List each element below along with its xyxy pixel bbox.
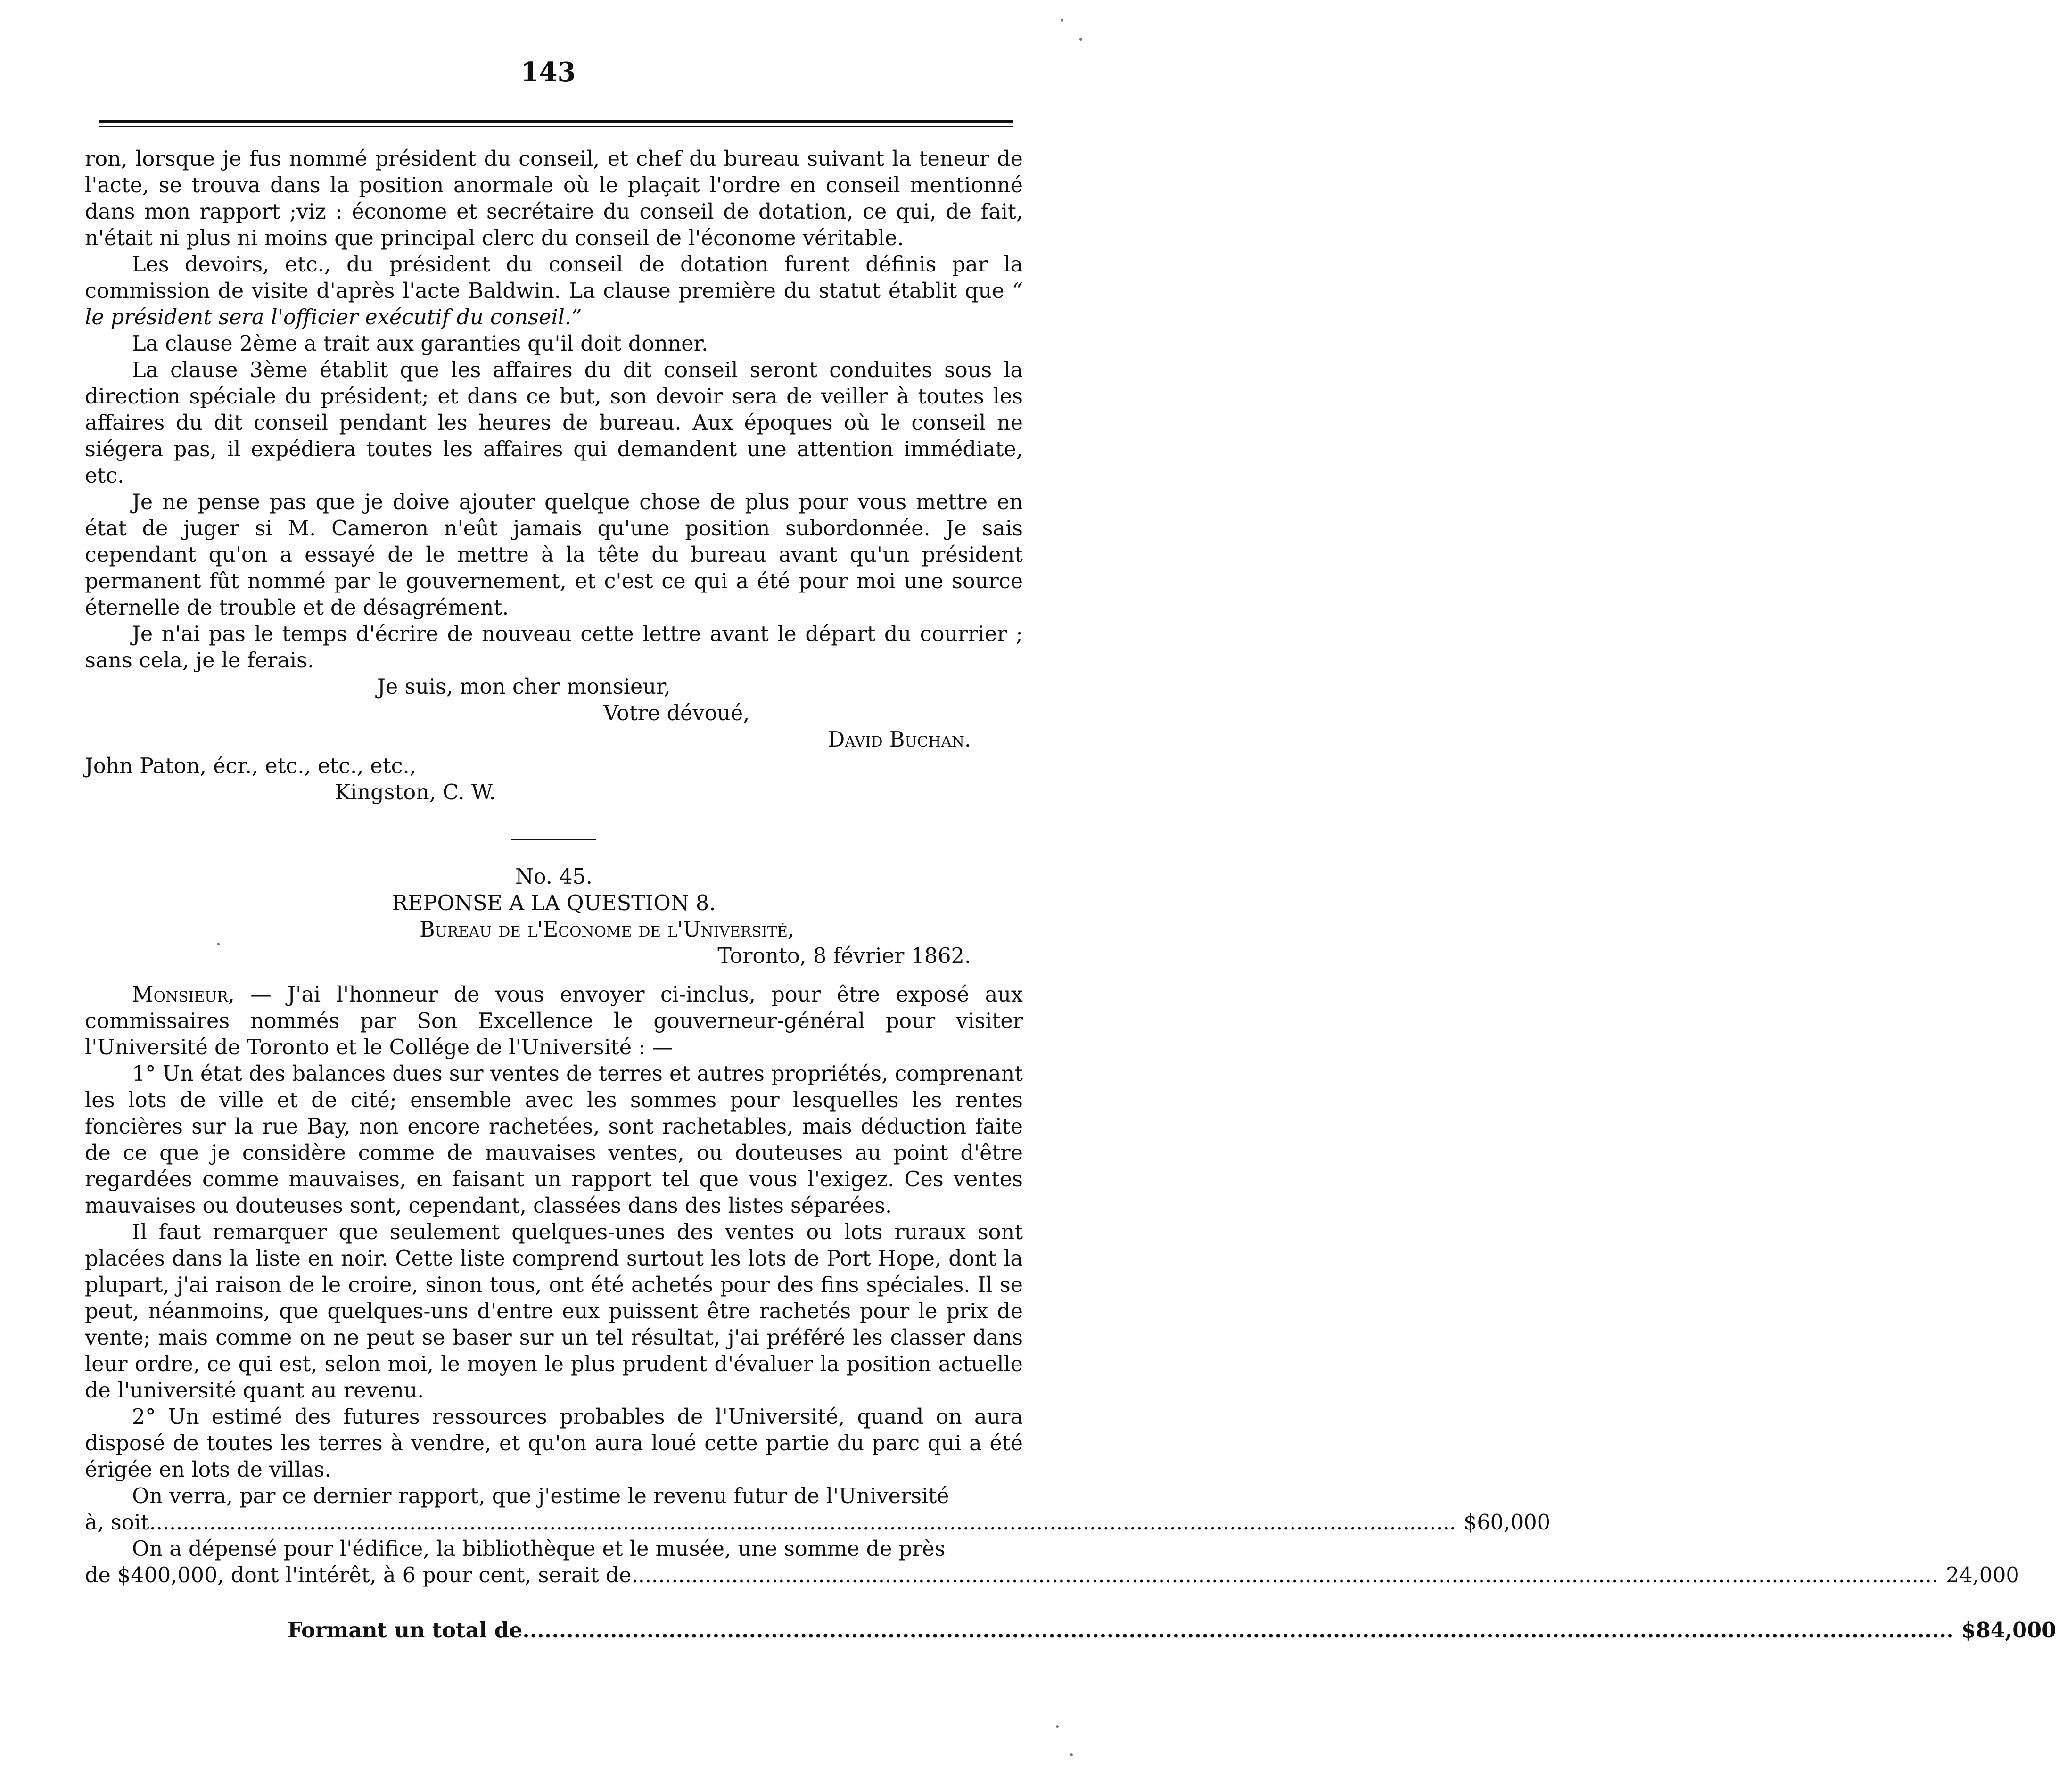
expense-amount: 24,000 — [1946, 1563, 2019, 1587]
section-paragraph-3: Il faut remarquer que seulement quelques-unes des ventes ou lots ruraux sont placées dans la liste en noir. Cette liste comprend surtout les lots de Port Hope, dont la plupart, j'ai raison de le croire, sinon tous, ont été achetés pour des fins spéciales. Il se peut, néanmoins, que quelques-uns d'entre eux puissent être rachetés pour le prix de vente; mais comme on ne peut se baser sur un tel résultat, j'ai préféré les classer dans leur ordre, ce qui est, selon moi, le moyen le plus prudent d'évaluer la position actuelle de l'université quant au revenu. — [85, 1220, 1023, 1403]
revenue-row-text: à, soit — [85, 1511, 149, 1535]
section-separator — [511, 839, 596, 840]
scan-speck — [1070, 1753, 1073, 1756]
revenue-row — [85, 1510, 1551, 1536]
section-number: No. 45. — [515, 865, 593, 889]
letter-address-city: Kingston, C. W. — [335, 781, 496, 805]
header-rule-thick — [99, 120, 1013, 123]
salutation: Monsieur, — [132, 983, 235, 1007]
total-row — [85, 1617, 2057, 1644]
scan-speck — [1061, 19, 1063, 22]
section-paragraph-1 — [85, 982, 1023, 1061]
section-title: REPONSE A LA QUESTION 8. — [392, 891, 716, 915]
leader-dots: .................................................................................................................................................................................................... — [522, 1618, 1954, 1643]
scan-speck — [1079, 38, 1082, 41]
revenue-line-1: On verra, par ce dernier rapport, que j'estime le revenu futur de l'Université — [132, 1484, 949, 1508]
letter-paragraph-1: ron, lorsque je fus nommé président du conseil, et chef du bureau suivant la teneur de l'acte, se trouva dans la position anormale où le plaçait l'ordre en conseil mentionné dans mon rapport ;viz : économe et secrétaire du conseil de dotation, ce qui, de fait, n'était ni plus ni moins que principal clerc du conseil de l'économe véritable. — [85, 147, 1023, 250]
expense-row — [85, 1562, 2019, 1589]
header-rule-thin — [99, 126, 1013, 127]
section-paragraph-4: 2° Un estimé des futures ressources probables de l'Université, quand on aura disposé de toutes les terres à vendre, et qu'on aura loué cette partie du parc qui a été érigée en lots de villas. — [85, 1405, 1023, 1482]
section-paragraph-1-text: — J'ai l'honneur de vous envoyer ci-inclus, pour être exposé aux commissaires nommés par Son Excellence le gouverneur-général pour visiter l'Université de Toronto et le Collége de l'Université : — — [85, 983, 1023, 1060]
expense-line-1: On a dépensé pour l'édifice, la bibliothèque et le musée, une somme de près — [132, 1537, 946, 1561]
page-body — [85, 146, 2057, 1644]
leader-dots: .................................................................................................................................................................................................... — [149, 1511, 1457, 1535]
letter-paragraph-6: Je n'ai pas le temps d'écrire de nouveau cette lettre avant le départ du courrier ; sans cela, je le ferais. — [85, 622, 1023, 673]
revenue-amount: $60,000 — [1464, 1511, 1551, 1535]
section-place-date: Toronto, 8 février 1862. — [717, 944, 971, 968]
total-row-label — [288, 1617, 1954, 1644]
total-amount: $84,000 — [1961, 1618, 2057, 1643]
leader-dots: .................................................................................................................................................................................................... — [631, 1563, 1939, 1587]
expense-row-label — [85, 1562, 1938, 1589]
scan-speck — [1056, 1725, 1059, 1728]
total-label: Formant un total de — [288, 1618, 523, 1643]
letter-closing-2: Votre dévoué, — [603, 701, 750, 725]
letter-paragraph-2 — [85, 252, 1023, 331]
letter-addressee: John Paton, écr., etc., etc., etc., — [85, 754, 416, 778]
letter-paragraph-4: La clause 3ème établit que les affaires du dit conseil seront conduites sous la direction spéciale du président; et dans ce but, son devoir sera de veiller à toutes les affaires du dit conseil pendant les heures de bureau. Aux époques où le conseil ne siégera pas, il expédiera toutes les affaires qui demandent une attention immédiate, etc. — [85, 358, 1023, 488]
scan-speck — [217, 943, 220, 945]
letter-signature: David Buchan. — [828, 728, 971, 752]
letter-quote: “ le président sera l'officier exécutif du conseil.” — [85, 279, 1023, 329]
letter-closing-1: Je suis, mon cher monsieur, — [377, 675, 671, 699]
section-from-line: Bureau de l'Econome de l'Université, — [420, 918, 795, 942]
letter-paragraph-2-text: Les devoirs, etc., du président du conseil de dotation furent définis par la commission de visite d'après l'acte Baldwin. La clause première du statut établit que — [85, 253, 1023, 303]
page-number: 143 — [520, 57, 576, 88]
revenue-row-label — [85, 1510, 1456, 1536]
letter-paragraph-5: Je ne pense pas que je doive ajouter quelque chose de plus pour vous mettre en état de juger si M. Cameron n'eût jamais qu'une position subordonnée. Je sais cependant qu'on a essayé de le mettre à la tête du bureau avant qu'un président permanent fût nommé par le gouvernement, et c'est ce qui a été pour moi une source éternelle de trouble et de désagrément. — [85, 490, 1023, 620]
expense-row-text: de $400,000, dont l'intérêt, à 6 pour cent, serait de — [85, 1563, 632, 1587]
letter-paragraph-3: La clause 2ème a trait aux garanties qu'il doit donner. — [132, 332, 708, 356]
section-paragraph-2: 1° Un état des balances dues sur ventes de terres et autres propriétés, comprenant les lots de ville et de cité; ensemble avec les sommes pour lesquelles les rentes foncières sur la rue Bay, non encore rachetées, sont rachetables, mais déduction faite de ce que je considère comme de mauvaises ventes, ou douteuses au point d'être regardées comme mauvaises, en faisant un rapport tel que vous l'exigez. Ces ventes mauvaises ou douteuses sont, cependant, classées dans des listes séparées. — [85, 1062, 1023, 1218]
